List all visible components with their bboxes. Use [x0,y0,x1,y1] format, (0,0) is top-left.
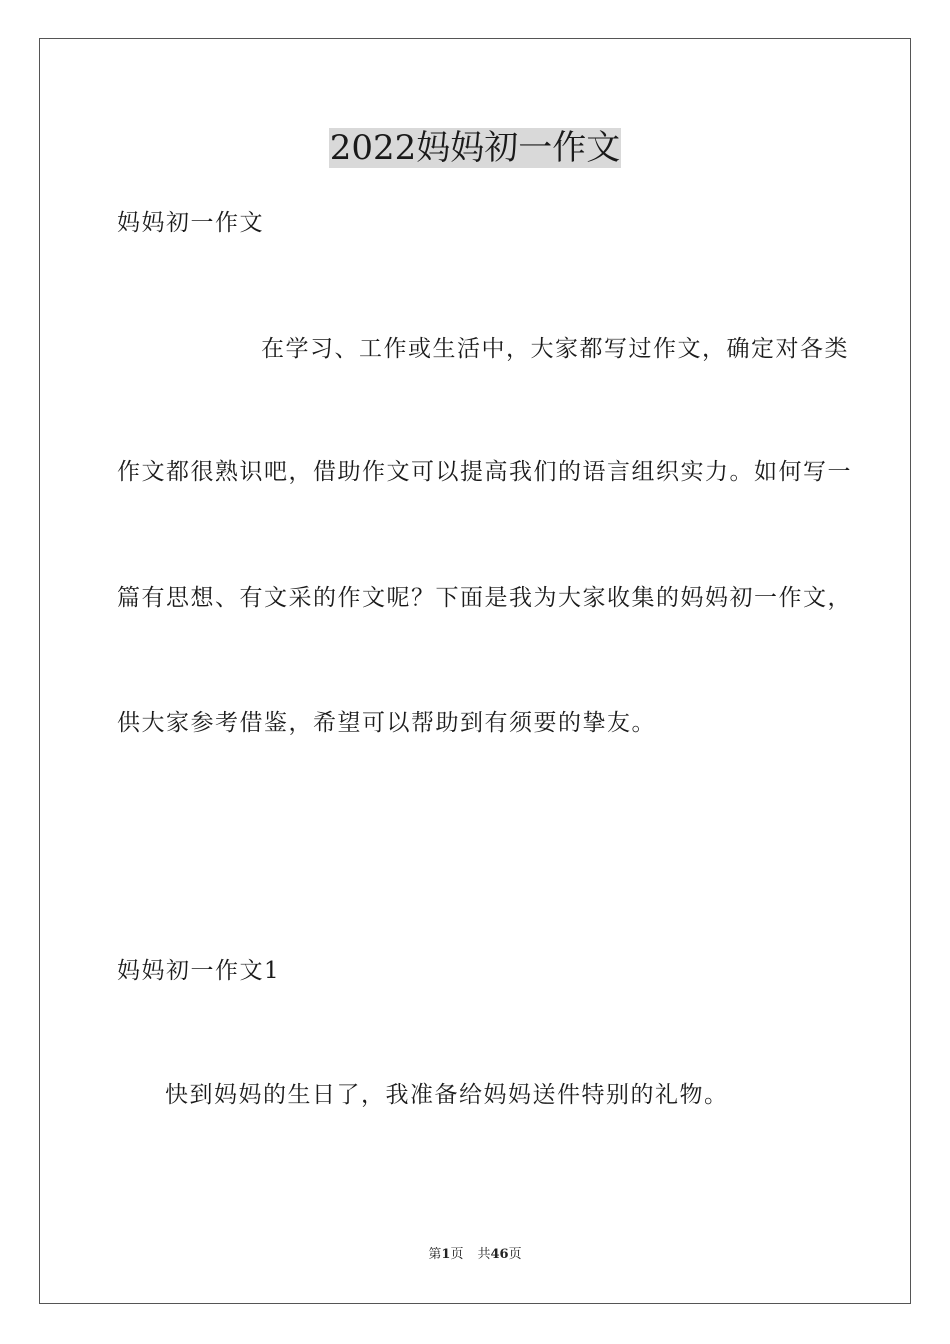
footer-page-prefix: 第 [428,1247,442,1262]
document-subtitle: 妈妈初一作文 [117,210,264,236]
footer-page-suffix: 页 [450,1247,464,1262]
intro-line-1: 在学习、工作或生活中，大家都写过作文，确定对各类 [261,336,849,362]
footer-total-prefix: 共 [477,1247,491,1262]
footer-page-number: 1 [441,1247,451,1262]
page-footer [0,1246,950,1264]
section-first-line: 快到妈妈的生日了，我准备给妈妈送件特别的礼物。 [165,1082,729,1108]
document-title-text: 2022妈妈初一作文 [329,128,621,168]
footer-total-suffix: 页 [508,1247,522,1262]
intro-line-2: 作文都很熟识吧，借助作文可以提高我们的语言组织实力。如何写一 [117,459,852,485]
footer-total-pages: 46 [490,1247,509,1262]
intro-line-3: 篇有思想、有文采的作文呢？下面是我为大家收集的妈妈初一作文， [117,585,852,611]
intro-line-4: 供大家参考借鉴，希望可以帮助到有须要的挚友。 [117,710,656,736]
section-heading: 妈妈初一作文1 [117,958,281,984]
document-title [0,124,950,172]
